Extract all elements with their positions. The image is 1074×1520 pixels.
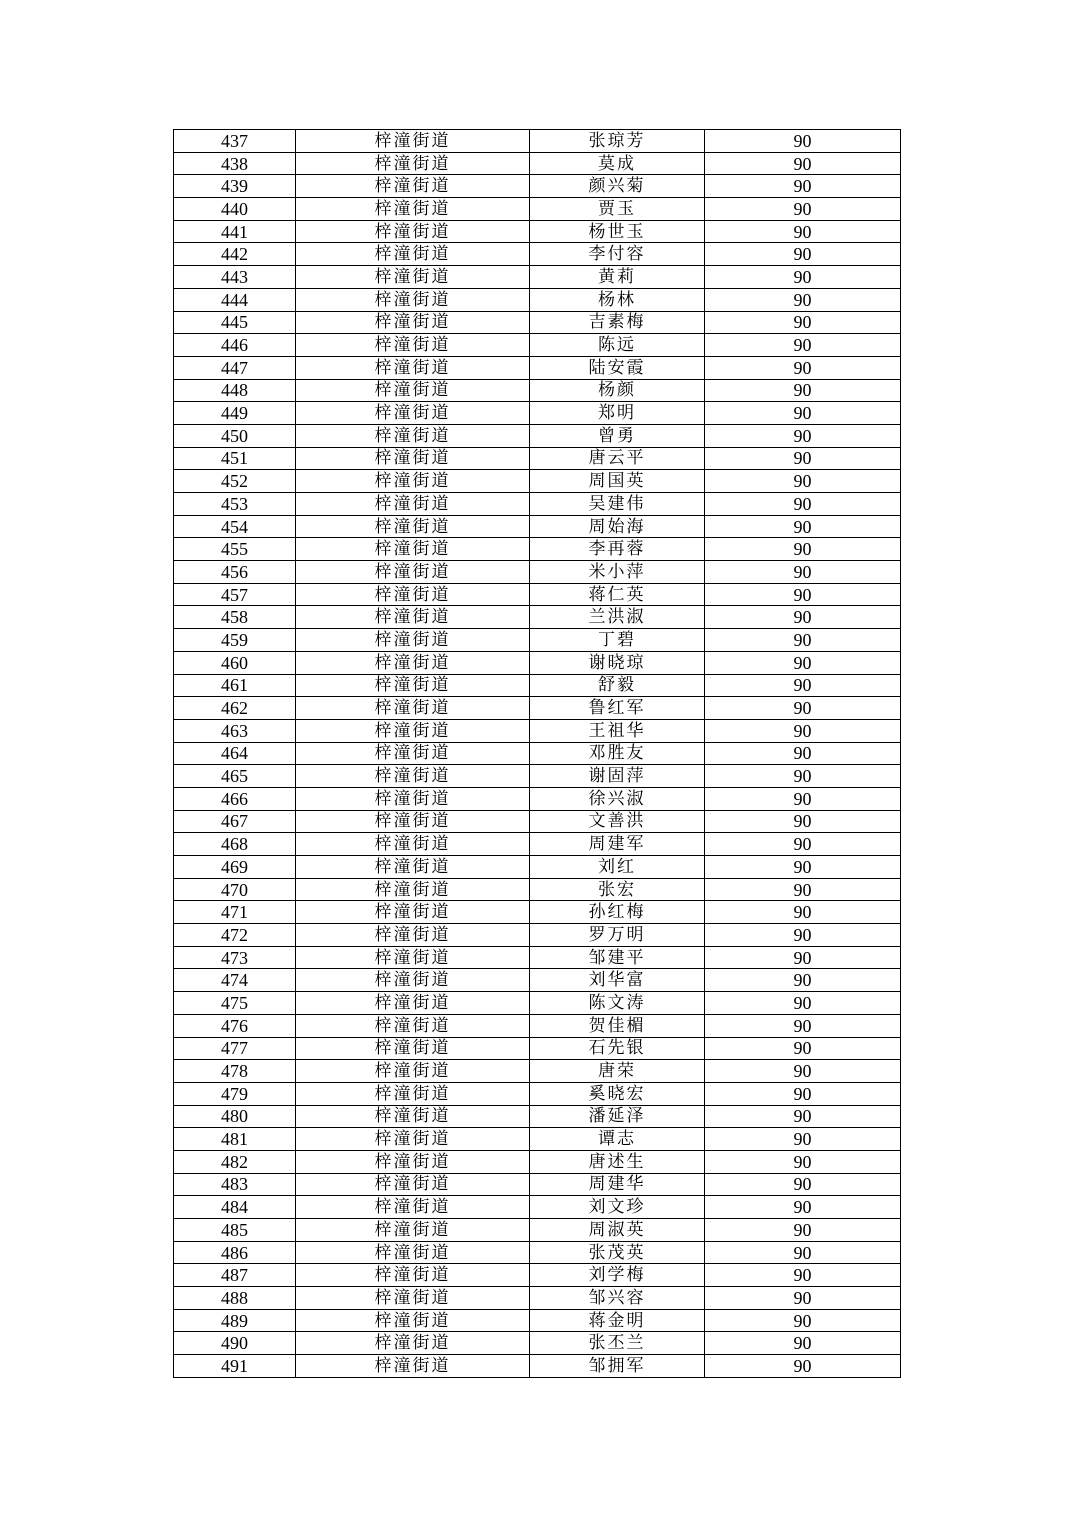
serial-number-cell: 440 [174,198,296,221]
table-row [174,152,901,175]
serial-number-cell: 462 [174,697,296,720]
serial-number-cell: 450 [174,424,296,447]
table-row [174,198,901,221]
serial-number-cell: 437 [174,130,296,153]
name-cell: 张宏 [530,878,705,901]
street-cell: 梓潼街道 [296,583,530,606]
serial-number-cell: 459 [174,629,296,652]
table-row [174,901,901,924]
street-cell: 梓潼街道 [296,447,530,470]
name-cell: 周建华 [530,1173,705,1196]
serial-number-cell: 455 [174,538,296,561]
street-cell: 梓潼街道 [296,1287,530,1310]
serial-number-cell: 448 [174,379,296,402]
score-cell: 90 [705,402,901,425]
street-cell: 梓潼街道 [296,1332,530,1355]
score-cell: 90 [705,651,901,674]
score-cell: 90 [705,765,901,788]
name-cell: 陈远 [530,334,705,357]
serial-number-cell: 456 [174,561,296,584]
name-cell: 李付容 [530,243,705,266]
score-cell: 90 [705,470,901,493]
name-cell: 文善洪 [530,810,705,833]
score-cell: 90 [705,1060,901,1083]
name-cell: 贾玉 [530,198,705,221]
serial-number-cell: 488 [174,1287,296,1310]
street-cell: 梓潼街道 [296,651,530,674]
name-cell: 兰洪淑 [530,606,705,629]
street-cell: 梓潼街道 [296,152,530,175]
roster-table [173,129,901,1378]
table-row [174,402,901,425]
score-cell: 90 [705,220,901,243]
street-cell: 梓潼街道 [296,424,530,447]
table-row [174,946,901,969]
street-cell: 梓潼街道 [296,470,530,493]
serial-number-cell: 478 [174,1060,296,1083]
serial-number-cell: 473 [174,946,296,969]
table-row [174,288,901,311]
serial-number-cell: 446 [174,334,296,357]
table-row [174,493,901,516]
score-cell: 90 [705,447,901,470]
table-row [174,130,901,153]
serial-number-cell: 471 [174,901,296,924]
name-cell: 刘学梅 [530,1264,705,1287]
street-cell: 梓潼街道 [296,402,530,425]
name-cell: 郑明 [530,402,705,425]
score-cell: 90 [705,1219,901,1242]
name-cell: 陆安霞 [530,356,705,379]
name-cell: 蒋金明 [530,1309,705,1332]
serial-number-cell: 480 [174,1105,296,1128]
score-cell: 90 [705,1264,901,1287]
table-row [174,515,901,538]
table-row [174,561,901,584]
serial-number-cell: 442 [174,243,296,266]
street-cell: 梓潼街道 [296,969,530,992]
serial-number-cell: 486 [174,1241,296,1264]
table-row [174,1332,901,1355]
street-cell: 梓潼街道 [296,515,530,538]
table-row [174,1264,901,1287]
street-cell: 梓潼街道 [296,1105,530,1128]
name-cell: 张琼芳 [530,130,705,153]
street-cell: 梓潼街道 [296,175,530,198]
street-cell: 梓潼街道 [296,1241,530,1264]
name-cell: 孙红梅 [530,901,705,924]
score-cell: 90 [705,1014,901,1037]
table-row [174,651,901,674]
serial-number-cell: 482 [174,1150,296,1173]
street-cell: 梓潼街道 [296,130,530,153]
serial-number-cell: 490 [174,1332,296,1355]
table-row [174,833,901,856]
serial-number-cell: 465 [174,765,296,788]
serial-number-cell: 476 [174,1014,296,1037]
score-cell: 90 [705,924,901,947]
score-cell: 90 [705,1105,901,1128]
street-cell: 梓潼街道 [296,1150,530,1173]
serial-number-cell: 452 [174,470,296,493]
street-cell: 梓潼街道 [296,379,530,402]
name-cell: 杨颜 [530,379,705,402]
street-cell: 梓潼街道 [296,901,530,924]
score-cell: 90 [705,424,901,447]
table-row [174,583,901,606]
table-row [174,856,901,879]
table-row [174,1196,901,1219]
serial-number-cell: 484 [174,1196,296,1219]
table-row [174,1060,901,1083]
table-row [174,356,901,379]
name-cell: 蒋仁英 [530,583,705,606]
score-cell: 90 [705,561,901,584]
table-row [174,924,901,947]
street-cell: 梓潼街道 [296,1128,530,1151]
serial-number-cell: 449 [174,402,296,425]
serial-number-cell: 457 [174,583,296,606]
street-cell: 梓潼街道 [296,765,530,788]
street-cell: 梓潼街道 [296,1219,530,1242]
name-cell: 舒毅 [530,674,705,697]
name-cell: 谢固萍 [530,765,705,788]
name-cell: 周淑英 [530,1219,705,1242]
score-cell: 90 [705,288,901,311]
score-cell: 90 [705,833,901,856]
score-cell: 90 [705,1355,901,1378]
name-cell: 奚晓宏 [530,1082,705,1105]
serial-number-cell: 470 [174,878,296,901]
street-cell: 梓潼街道 [296,1014,530,1037]
serial-number-cell: 461 [174,674,296,697]
table-row [174,1014,901,1037]
street-cell: 梓潼街道 [296,538,530,561]
street-cell: 梓潼街道 [296,833,530,856]
table-row [174,334,901,357]
serial-number-cell: 464 [174,742,296,765]
name-cell: 吴建伟 [530,493,705,516]
name-cell: 周始海 [530,515,705,538]
serial-number-cell: 466 [174,787,296,810]
name-cell: 谭志 [530,1128,705,1151]
serial-number-cell: 468 [174,833,296,856]
serial-number-cell: 472 [174,924,296,947]
name-cell: 莫成 [530,152,705,175]
street-cell: 梓潼街道 [296,629,530,652]
score-cell: 90 [705,1173,901,1196]
name-cell: 丁碧 [530,629,705,652]
serial-number-cell: 454 [174,515,296,538]
table-row [174,629,901,652]
name-cell: 刘红 [530,856,705,879]
street-cell: 梓潼街道 [296,266,530,289]
street-cell: 梓潼街道 [296,674,530,697]
table-row [174,1219,901,1242]
street-cell: 梓潼街道 [296,946,530,969]
table-row [174,243,901,266]
street-cell: 梓潼街道 [296,742,530,765]
name-cell: 黄莉 [530,266,705,289]
street-cell: 梓潼街道 [296,810,530,833]
table-row [174,742,901,765]
serial-number-cell: 489 [174,1309,296,1332]
name-cell: 陈文涛 [530,992,705,1015]
street-cell: 梓潼街道 [296,697,530,720]
street-cell: 梓潼街道 [296,243,530,266]
name-cell: 刘文珍 [530,1196,705,1219]
score-cell: 90 [705,334,901,357]
table-row [174,1355,901,1378]
score-cell: 90 [705,1128,901,1151]
table-row [174,1241,901,1264]
table-row [174,1150,901,1173]
score-cell: 90 [705,1082,901,1105]
name-cell: 张丕兰 [530,1332,705,1355]
serial-number-cell: 469 [174,856,296,879]
score-cell: 90 [705,810,901,833]
score-cell: 90 [705,742,901,765]
score-cell: 90 [705,856,901,879]
score-cell: 90 [705,379,901,402]
table-row [174,1105,901,1128]
table-row [174,1037,901,1060]
name-cell: 周建军 [530,833,705,856]
score-cell: 90 [705,1309,901,1332]
street-cell: 梓潼街道 [296,1309,530,1332]
score-cell: 90 [705,697,901,720]
serial-number-cell: 479 [174,1082,296,1105]
name-cell: 石先银 [530,1037,705,1060]
name-cell: 杨世玉 [530,220,705,243]
name-cell: 鲁红军 [530,697,705,720]
table-row [174,311,901,334]
serial-number-cell: 483 [174,1173,296,1196]
street-cell: 梓潼街道 [296,493,530,516]
score-cell: 90 [705,946,901,969]
serial-number-cell: 491 [174,1355,296,1378]
street-cell: 梓潼街道 [296,288,530,311]
serial-number-cell: 463 [174,719,296,742]
name-cell: 刘华富 [530,969,705,992]
table-row [174,1082,901,1105]
score-cell: 90 [705,356,901,379]
serial-number-cell: 438 [174,152,296,175]
serial-number-cell: 444 [174,288,296,311]
score-cell: 90 [705,1332,901,1355]
name-cell: 吉素梅 [530,311,705,334]
serial-number-cell: 445 [174,311,296,334]
table-row [174,1287,901,1310]
score-cell: 90 [705,198,901,221]
street-cell: 梓潼街道 [296,561,530,584]
table-row [174,175,901,198]
table-row [174,765,901,788]
name-cell: 潘延泽 [530,1105,705,1128]
table-row [174,379,901,402]
serial-number-cell: 477 [174,1037,296,1060]
serial-number-cell: 453 [174,493,296,516]
serial-number-cell: 487 [174,1264,296,1287]
score-cell: 90 [705,878,901,901]
street-cell: 梓潼街道 [296,1037,530,1060]
table-row [174,674,901,697]
name-cell: 罗万明 [530,924,705,947]
score-cell: 90 [705,515,901,538]
name-cell: 贺佳楣 [530,1014,705,1037]
table-row [174,810,901,833]
name-cell: 徐兴淑 [530,787,705,810]
score-cell: 90 [705,538,901,561]
table-row [174,719,901,742]
street-cell: 梓潼街道 [296,719,530,742]
street-cell: 梓潼街道 [296,924,530,947]
score-cell: 90 [705,583,901,606]
street-cell: 梓潼街道 [296,1082,530,1105]
street-cell: 梓潼街道 [296,1173,530,1196]
table-row [174,220,901,243]
name-cell: 李再蓉 [530,538,705,561]
street-cell: 梓潼街道 [296,1060,530,1083]
name-cell: 颜兴菊 [530,175,705,198]
street-cell: 梓潼街道 [296,356,530,379]
table-row [174,470,901,493]
name-cell: 唐云平 [530,447,705,470]
table-row [174,697,901,720]
score-cell: 90 [705,1241,901,1264]
street-cell: 梓潼街道 [296,856,530,879]
score-cell: 90 [705,311,901,334]
table-row [174,878,901,901]
serial-number-cell: 439 [174,175,296,198]
serial-number-cell: 443 [174,266,296,289]
street-cell: 梓潼街道 [296,992,530,1015]
street-cell: 梓潼街道 [296,878,530,901]
street-cell: 梓潼街道 [296,1196,530,1219]
table-row [174,787,901,810]
score-cell: 90 [705,901,901,924]
name-cell: 谢晓琼 [530,651,705,674]
name-cell: 唐述生 [530,1150,705,1173]
score-cell: 90 [705,674,901,697]
score-cell: 90 [705,1037,901,1060]
street-cell: 梓潼街道 [296,1355,530,1378]
serial-number-cell: 485 [174,1219,296,1242]
street-cell: 梓潼街道 [296,311,530,334]
name-cell: 唐荣 [530,1060,705,1083]
street-cell: 梓潼街道 [296,220,530,243]
name-cell: 杨林 [530,288,705,311]
table-row [174,424,901,447]
name-cell: 邹兴容 [530,1287,705,1310]
serial-number-cell: 460 [174,651,296,674]
table-row [174,992,901,1015]
score-cell: 90 [705,175,901,198]
serial-number-cell: 451 [174,447,296,470]
table-row [174,1309,901,1332]
score-cell: 90 [705,992,901,1015]
name-cell: 王祖华 [530,719,705,742]
name-cell: 邹拥军 [530,1355,705,1378]
score-cell: 90 [705,243,901,266]
score-cell: 90 [705,629,901,652]
table-row [174,606,901,629]
score-cell: 90 [705,1150,901,1173]
score-cell: 90 [705,606,901,629]
score-cell: 90 [705,152,901,175]
name-cell: 邹建平 [530,946,705,969]
street-cell: 梓潼街道 [296,606,530,629]
score-cell: 90 [705,1196,901,1219]
serial-number-cell: 467 [174,810,296,833]
table-row [174,969,901,992]
serial-number-cell: 458 [174,606,296,629]
name-cell: 邓胜友 [530,742,705,765]
serial-number-cell: 475 [174,992,296,1015]
table-row [174,266,901,289]
roster-table-body [174,130,901,1378]
name-cell: 周国英 [530,470,705,493]
score-cell: 90 [705,266,901,289]
score-cell: 90 [705,719,901,742]
score-cell: 90 [705,130,901,153]
table-row [174,447,901,470]
name-cell: 张茂英 [530,1241,705,1264]
score-cell: 90 [705,1287,901,1310]
serial-number-cell: 441 [174,220,296,243]
street-cell: 梓潼街道 [296,334,530,357]
street-cell: 梓潼街道 [296,198,530,221]
table-row [174,538,901,561]
name-cell: 曾勇 [530,424,705,447]
serial-number-cell: 481 [174,1128,296,1151]
score-cell: 90 [705,787,901,810]
serial-number-cell: 447 [174,356,296,379]
table-row [174,1173,901,1196]
street-cell: 梓潼街道 [296,787,530,810]
street-cell: 梓潼街道 [296,1264,530,1287]
name-cell: 米小萍 [530,561,705,584]
score-cell: 90 [705,969,901,992]
score-cell: 90 [705,493,901,516]
serial-number-cell: 474 [174,969,296,992]
table-row [174,1128,901,1151]
